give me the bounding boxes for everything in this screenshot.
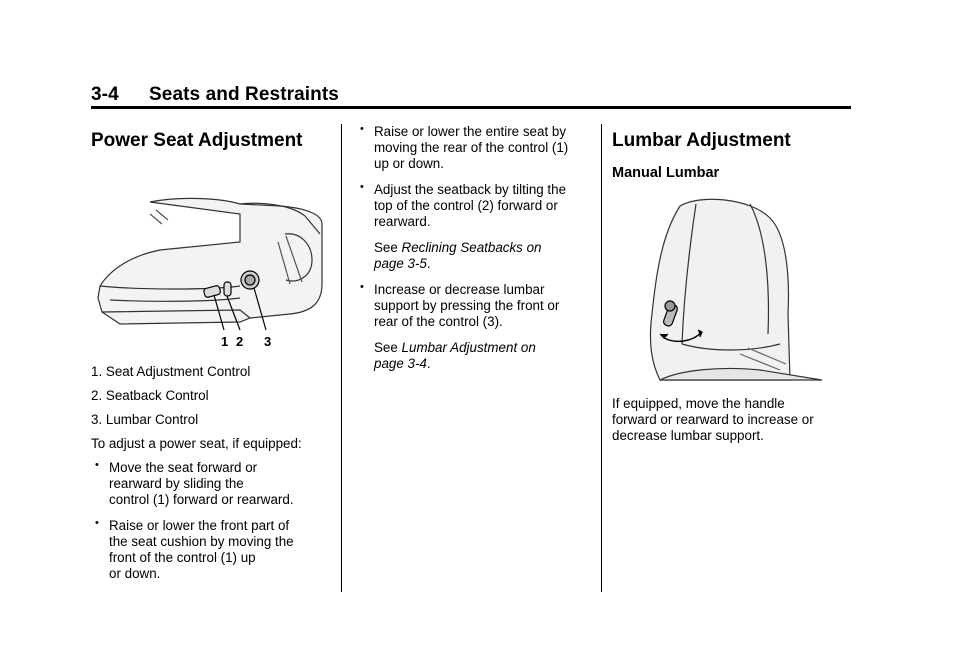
bullet-line: Increase or decrease lumbar	[374, 282, 545, 297]
page-number: 3-4	[91, 84, 119, 105]
intro-text: To adjust a power seat, if equipped:	[91, 436, 302, 451]
bullet-line: the seat cushion by moving the	[109, 534, 294, 549]
page-header	[91, 84, 339, 106]
bullet-line: front of the control (1) up	[109, 550, 256, 565]
column-1-text	[91, 364, 331, 592]
see-prefix: See	[374, 240, 402, 255]
bullet-dot: •	[95, 459, 99, 471]
power-seat-illustration	[90, 194, 326, 352]
bullet-line: Move the seat forward or	[109, 460, 258, 475]
lumbar-seat-illustration	[640, 194, 830, 384]
bullet-line: rear of the control (3).	[374, 314, 503, 329]
bullet-line: rearward.	[374, 214, 431, 229]
bullet-line: control (1) forward or rearward.	[109, 492, 294, 507]
link-lumbar-adjustment-1[interactable]: Lumbar Adjustment on	[401, 340, 536, 355]
link-reclining-seatbacks-1[interactable]: Reclining Seatbacks on	[401, 240, 542, 255]
bullet-seatback	[356, 182, 592, 230]
bullet-line: rearward by sliding the	[109, 476, 244, 491]
list-item-3: 3. Lumbar Control	[91, 412, 199, 427]
link-reclining-seatbacks-2[interactable]: page 3-5	[374, 256, 427, 271]
bullet-dot: •	[360, 123, 364, 135]
column-1	[91, 120, 331, 152]
bullet-lumbar	[356, 282, 592, 330]
bullet-move-seat	[91, 460, 331, 508]
bullet-line: top of the control (2) forward or	[374, 198, 558, 213]
bullet-line: Raise or lower the entire seat by	[374, 124, 567, 139]
callout-label-2: 2	[236, 334, 244, 349]
see-prefix: See	[374, 340, 402, 355]
heading-lumbar-adjustment: Lumbar Adjustment	[612, 130, 791, 151]
list-item-2: 2. Seatback Control	[91, 388, 209, 403]
list-item-1: 1. Seat Adjustment Control	[91, 364, 251, 379]
bullet-dot: •	[95, 517, 99, 529]
bullet-line: up or down.	[374, 156, 444, 171]
column-divider-2	[601, 124, 602, 592]
body-line: decrease lumbar support.	[612, 428, 764, 443]
heading-power-seat: Power Seat Adjustment	[91, 130, 303, 151]
bullet-line: Adjust the seatback by tilting the	[374, 182, 567, 197]
bullet-line: moving the rear of the control (1)	[374, 140, 569, 155]
see-suffix: .	[426, 256, 431, 271]
bullet-entire-seat	[356, 124, 592, 172]
link-lumbar-adjustment-2[interactable]: page 3-4	[374, 356, 427, 371]
bullet-line: Raise or lower the front part of	[109, 518, 290, 533]
body-line: If equipped, move the handle	[612, 396, 785, 411]
bullet-dot: •	[360, 281, 364, 293]
callout-label-3: 3	[264, 334, 272, 349]
see-reference-reclining	[356, 240, 592, 272]
body-line: forward or rearward to increase or	[612, 412, 814, 427]
column-2	[356, 124, 592, 382]
header-rule	[91, 106, 851, 109]
bullet-dot: •	[360, 181, 364, 193]
bullet-front-cushion	[91, 518, 331, 582]
column-3	[612, 120, 852, 182]
section-title: Seats and Restraints	[149, 84, 339, 105]
see-reference-lumbar	[356, 340, 592, 372]
callout-label-1: 1	[221, 334, 229, 349]
column-divider-1	[341, 124, 342, 592]
column-3-text	[612, 396, 852, 444]
bullet-line: support by pressing the front or	[374, 298, 560, 313]
bullet-line: or down.	[109, 566, 161, 581]
subheading-manual-lumbar: Manual Lumbar	[612, 165, 720, 181]
see-suffix: .	[426, 356, 431, 371]
